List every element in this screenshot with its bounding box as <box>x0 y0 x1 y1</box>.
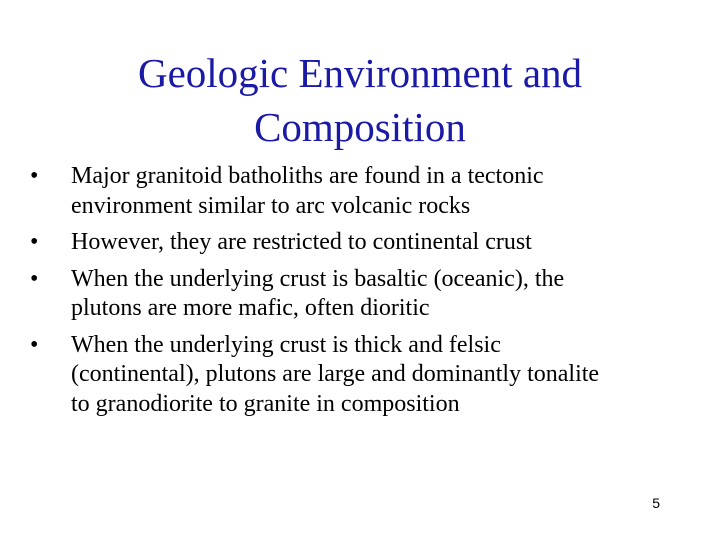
slide-title-line-1: Geologic Environment and <box>137 50 583 96</box>
bullet-4-line-1: When the underlying crust is thick and felsic <box>71 331 501 358</box>
bullet-item-1 <box>30 162 700 221</box>
bullet-marker: • <box>30 163 39 189</box>
bullet-4-line-3: to granodiorite to granite in composition <box>71 390 460 417</box>
bullet-3-line-2: plutons are more mafic, often dioritic <box>71 295 430 321</box>
slide-title-line-2: Composition <box>254 104 466 150</box>
bullet-4-line-2: (continental), plutons are large and dominantly tonalite <box>71 361 600 387</box>
bullet-1-line-1: Major granitoid batholiths are found in a tectonic <box>71 163 544 189</box>
bullet-2-line-1: However, they are restricted to continental crust <box>71 229 532 255</box>
bullet-list <box>30 162 700 426</box>
page-number: 5 <box>652 495 660 511</box>
bullet-1-line-2: environment similar to arc volcanic rocks <box>71 192 471 219</box>
slide-title <box>60 46 660 154</box>
bullet-marker: • <box>30 331 39 358</box>
bullet-item-4 <box>30 331 700 420</box>
bullet-item-3 <box>30 265 700 324</box>
bullet-marker: • <box>30 229 39 255</box>
bullet-marker: • <box>30 265 39 292</box>
bullet-item-2 <box>30 228 700 258</box>
bullet-3-line-1: When the underlying crust is basaltic (oceanic), the <box>71 265 565 292</box>
